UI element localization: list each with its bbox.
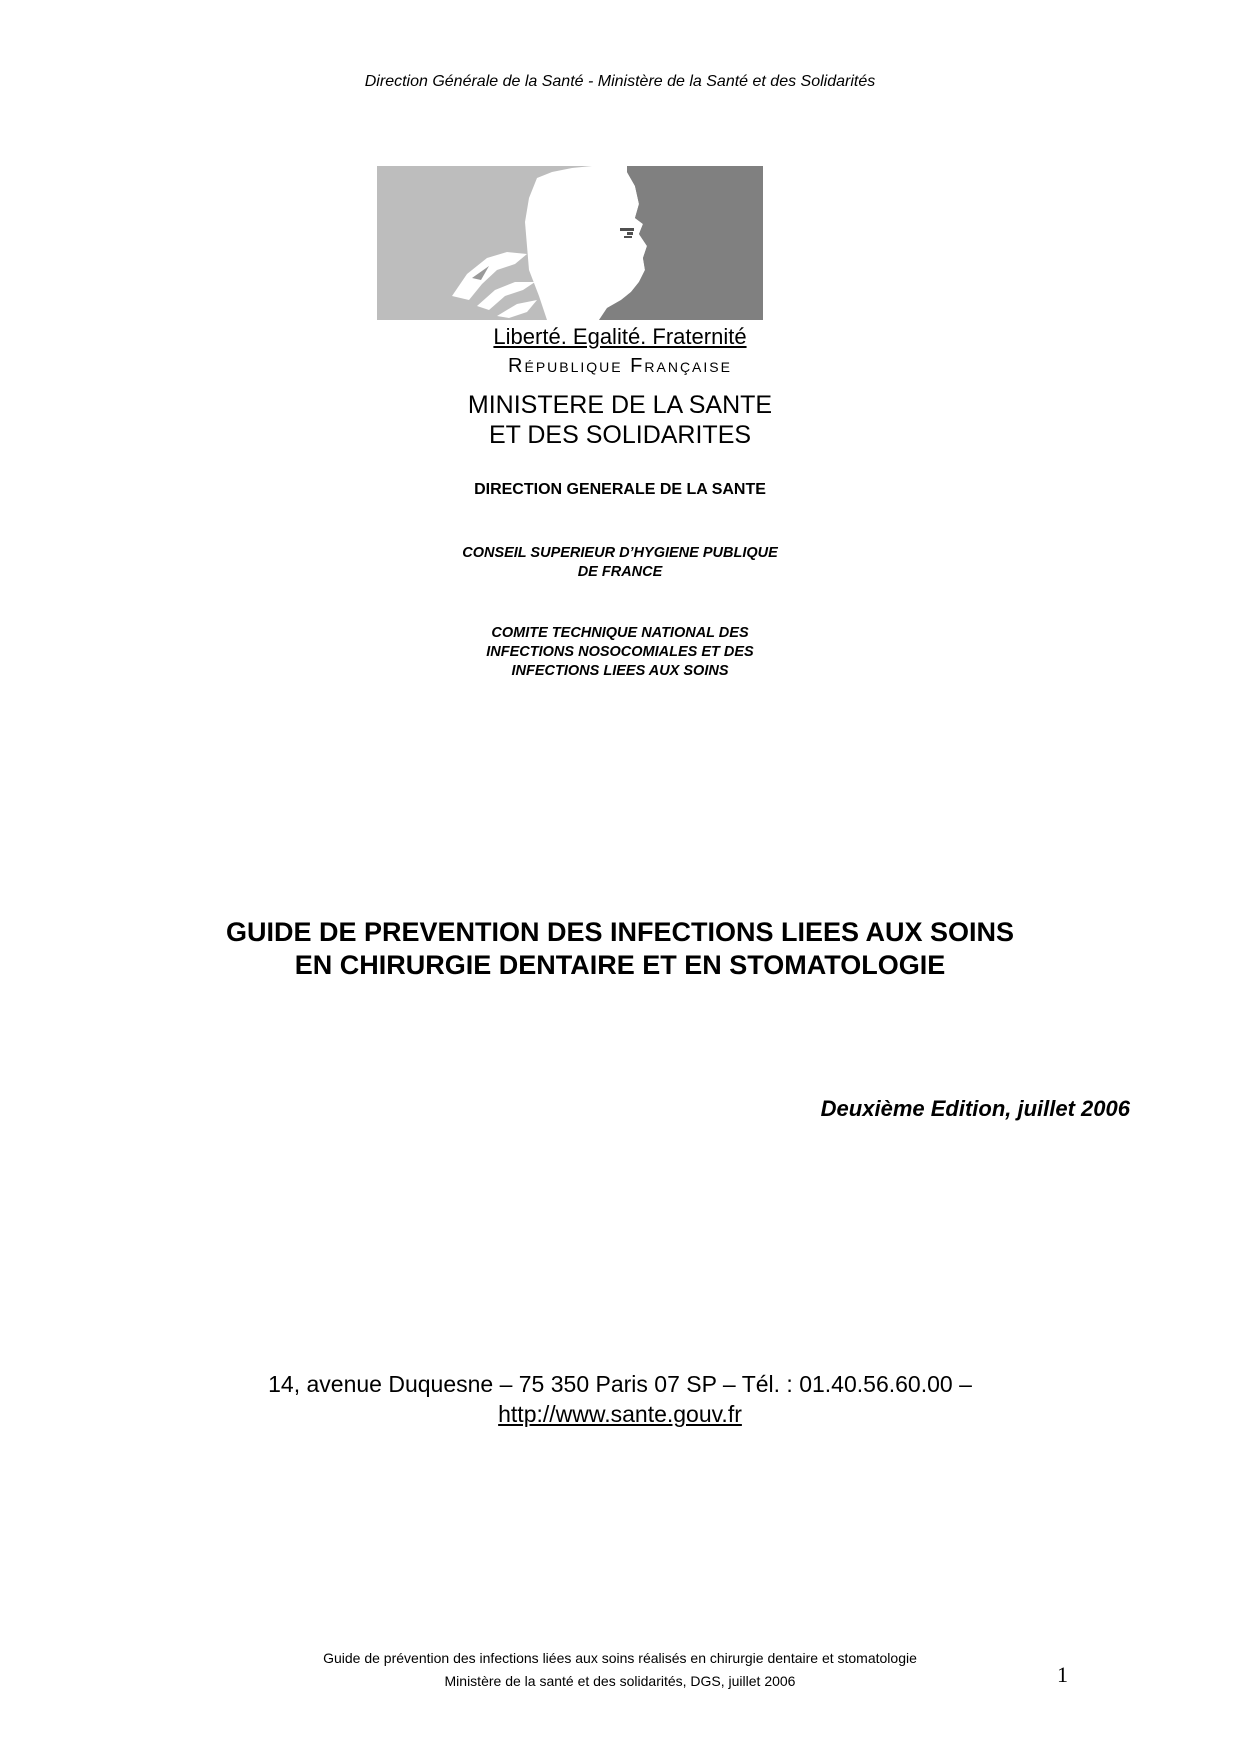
page-footer: [0, 1647, 1240, 1693]
council-line-2: DE FRANCE: [577, 564, 663, 580]
running-header: Direction Générale de la Santé - Ministère de la Santé et des Solidarités: [364, 73, 876, 90]
edition-label: Deuxième Edition, juillet 2006: [820, 1096, 1130, 1121]
ministry-name: [0, 390, 1240, 450]
committee-name: [0, 624, 1240, 681]
committee-line-3: INFECTIONS LIEES AUX SOINS: [511, 663, 729, 679]
council-name: [0, 544, 1240, 582]
council-line-1: CONSEIL SUPERIEUR D’HYGIENE PUBLIQUE: [462, 545, 778, 561]
ministry-line-1: MINISTERE DE LA SANTE: [467, 391, 773, 419]
republic-motto: Liberté. Egalité. Fraternité: [493, 324, 747, 349]
ministry-line-2: ET DES SOLIDARITES: [488, 421, 752, 449]
address-block: [0, 1369, 1240, 1429]
directorate-name: DIRECTION GENERALE DE LA SANTE: [474, 481, 766, 498]
republic-name: République Française: [508, 355, 732, 377]
address-line: 14, avenue Duquesne – 75 350 Paris 07 SP – Tél. : 01.40.56.60.00 –: [268, 1371, 972, 1397]
website-link[interactable]: http://www.sante.gouv.fr: [498, 1401, 742, 1427]
footer-line-2: Ministère de la santé et des solidarités, DGS, juillet 2006: [444, 1673, 796, 1689]
page-number: 1: [1057, 1662, 1068, 1687]
marianne-logo-icon: [377, 166, 763, 320]
footer-line-1: Guide de prévention des infections liées aux soins réalisés en chirurgie dentaire et stomatologie: [323, 1650, 917, 1666]
title-line-2: EN CHIRURGIE DENTAIRE ET EN STOMATOLOGIE: [294, 950, 946, 980]
title-line-1: GUIDE DE PREVENTION DES INFECTIONS LIEES AUX SOINS: [225, 917, 1015, 947]
committee-line-1: COMITE TECHNIQUE NATIONAL DES: [491, 625, 749, 641]
committee-line-2: INFECTIONS NOSOCOMIALES ET DES: [486, 644, 754, 660]
document-title: [0, 916, 1240, 982]
